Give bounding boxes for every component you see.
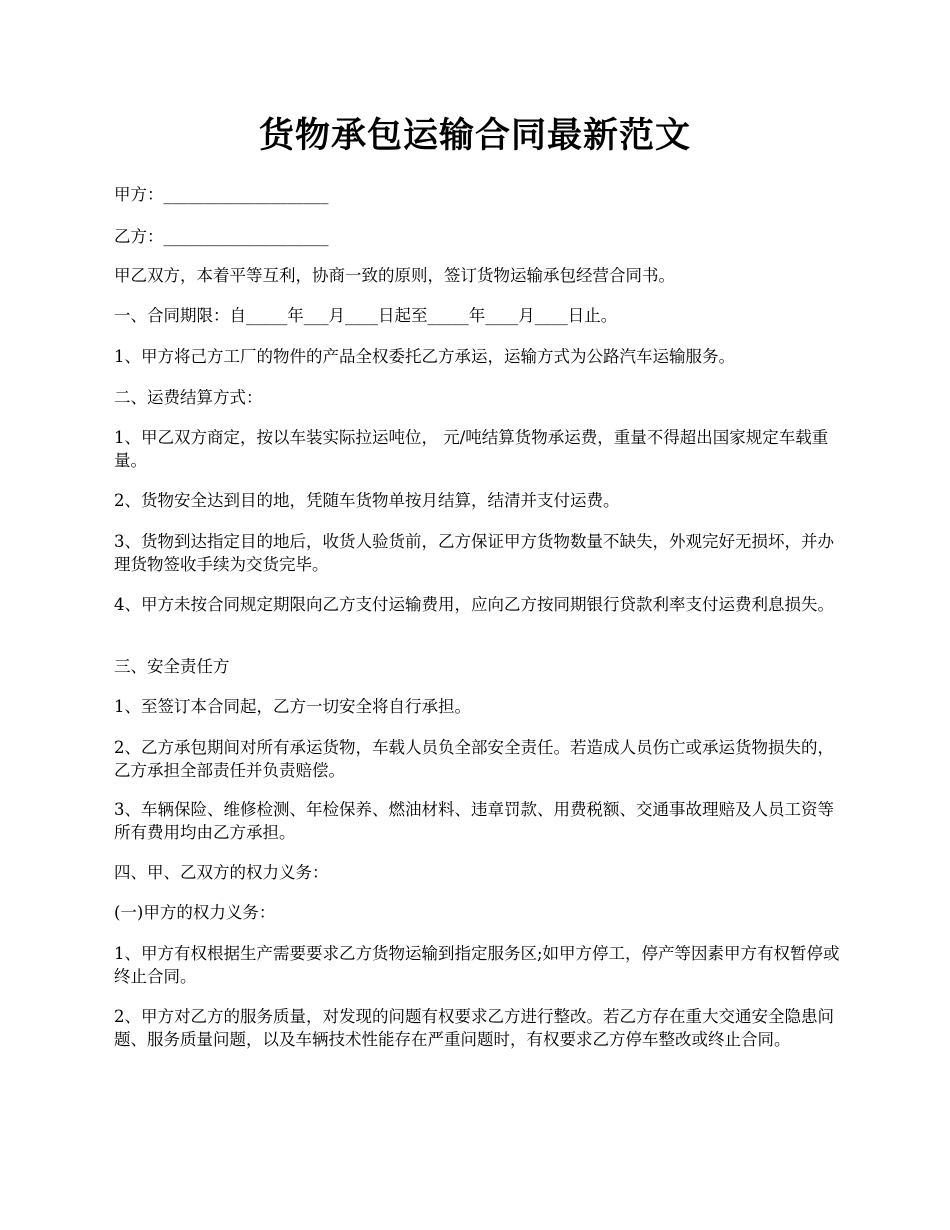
section-3-heading: 三、安全责任方	[114, 657, 230, 676]
intro-paragraph: 甲乙双方，本着平等互利，协商一致的原则，签订货物运输承包经营合同书。	[114, 266, 675, 285]
section-2-item-1: 1、甲乙双方商定，按以车装实际拉运吨位， 元/吨结算货物承运费，重量不得超出国家规定车载重量。	[114, 428, 829, 470]
section-3-item-1: 1、至签订本合同起，乙方一切安全将自行承担。	[114, 697, 471, 716]
party-b-line	[114, 225, 842, 248]
clause-1-paragraph: 1、甲方将己方工厂的物件的产品全权委托乙方承运，运输方式为公路汽车运输服务。	[114, 347, 735, 366]
document-title: 货物承包运输合同最新范文	[258, 115, 691, 156]
section-3-item-2: 2、乙方承包期间对所有承运货物，车载人员负全部安全责任。若造成人员伤亡或承运货物损失的，乙方承担全部责任并负责赔偿。	[114, 738, 834, 780]
section-4-item-1: 1、甲方有权根据生产需要要求乙方货物运输到指定服务区;如甲方停工，停产等因素甲方有权暂停或终止合同。	[114, 944, 840, 986]
party-b-label: 乙方：	[114, 227, 164, 246]
section-2-item-4: 4、甲方未按合同规定期限向乙方支付运输费用，应向乙方按同期银行贷款利率支付运费利息损失。	[114, 595, 834, 614]
party-a-blank: ____________________	[163, 185, 329, 204]
section-2-heading: 二、运费结算方式：	[114, 388, 263, 407]
party-b-blank: ____________________	[163, 227, 329, 246]
term-paragraph: 一、合同期限：自_____年___月____日起至_____年____月____日止。	[114, 306, 618, 325]
party-a-label: 甲方：	[114, 185, 164, 204]
section-4-item-2: 2、甲方对乙方的服务质量，对发现的问题有权要求乙方进行整改。若乙方存在重大交通安全隐患问题、服务质量问题，以及车辆技术性能存在严重问题时，有权要求乙方停车整改或终止合同。	[114, 1007, 834, 1049]
party-a-line	[114, 183, 842, 206]
section-4-subheading-1: (一)甲方的权力义务：	[114, 903, 276, 922]
section-3-item-3: 3、车辆保险、维修检测、年检保养、燃油材料、违章罚款、用费税额、交通事故理赔及人员工资等所有费用均由乙方承担。	[114, 800, 834, 842]
section-2-item-2: 2、货物安全达到目的地，凭随车货物单按月结算，结清并支付运费。	[114, 491, 620, 510]
section-2-item-3: 3、货物到达指定目的地后，收货人验货前，乙方保证甲方货物数量不缺失，外观完好无损坏，并办理货物签收手续为交货完毕。	[114, 532, 834, 574]
section-4-heading: 四、甲、乙双方的权力义务：	[114, 863, 329, 882]
